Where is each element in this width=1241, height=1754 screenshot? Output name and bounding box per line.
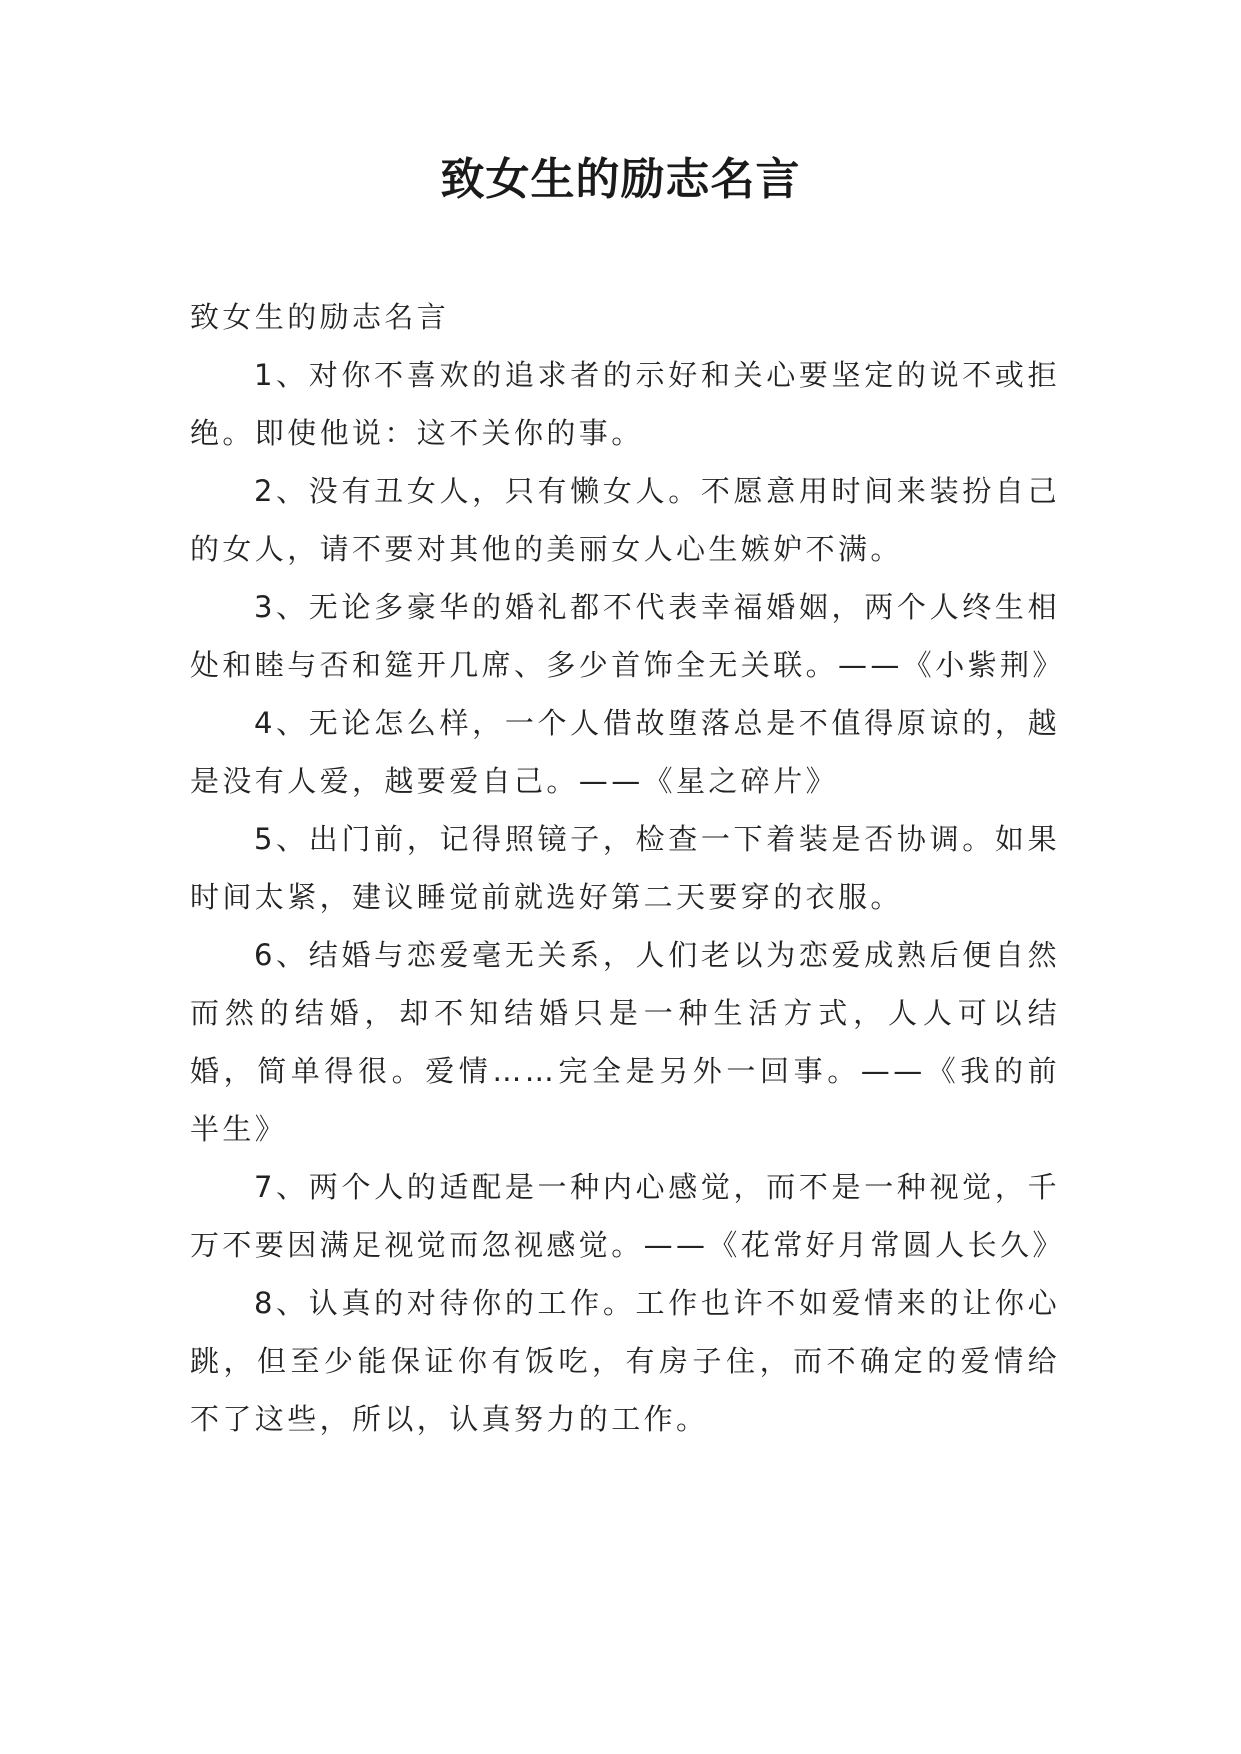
paragraph-4: 4、无论怎么样，一个人借故堕落总是不值得原谅的，越是没有人爱，越要爱自己。——《星之碎片》: [190, 706, 1060, 798]
paragraph-5: 5、出门前，记得照镜子，检查一下着装是否协调。如果时间太紧，建议睡觉前就选好第二天要穿的衣服。: [190, 822, 1060, 914]
paragraph-6: 6、结婚与恋爱毫无关系，人们老以为恋爱成熟后便自然而然的结婚，却不知结婚只是一种生活方式，人人可以结婚，简单得很。爱情……完全是另外一回事。——《我的前半生》: [190, 938, 1060, 1146]
document-title: 致女生的励志名言: [440, 154, 801, 205]
paragraph-7: 7、两个人的适配是一种内心感觉，而不是一种视觉，千万不要因满足视觉而忽视感觉。——《花常好月常圆人长久》: [190, 1170, 1065, 1262]
paragraph-1: 1、对你不喜欢的追求者的示好和关心要坚定的说不或拒绝。即使他说：这不关你的事。: [190, 358, 1060, 450]
paragraph-3: 3、无论多豪华的婚礼都不代表幸福婚姻，两个人终生相处和睦与否和筵开几席、多少首饰全无关联。——《小紫荆》: [190, 590, 1065, 682]
paragraph-2: 2、没有丑女人，只有懒女人。不愿意用时间来装扮自己的女人，请不要对其他的美丽女人心生嫉妒不满。: [190, 474, 1060, 566]
paragraph-8: 8、认真的对待你的工作。工作也许不如爱情来的让你心跳，但至少能保证你有饭吃，有房子住，而不确定的爱情给不了这些，所以，认真努力的工作。: [190, 1286, 1060, 1436]
document-subtitle: 致女生的励志名言: [190, 300, 450, 334]
document-body: [190, 288, 1065, 1448]
